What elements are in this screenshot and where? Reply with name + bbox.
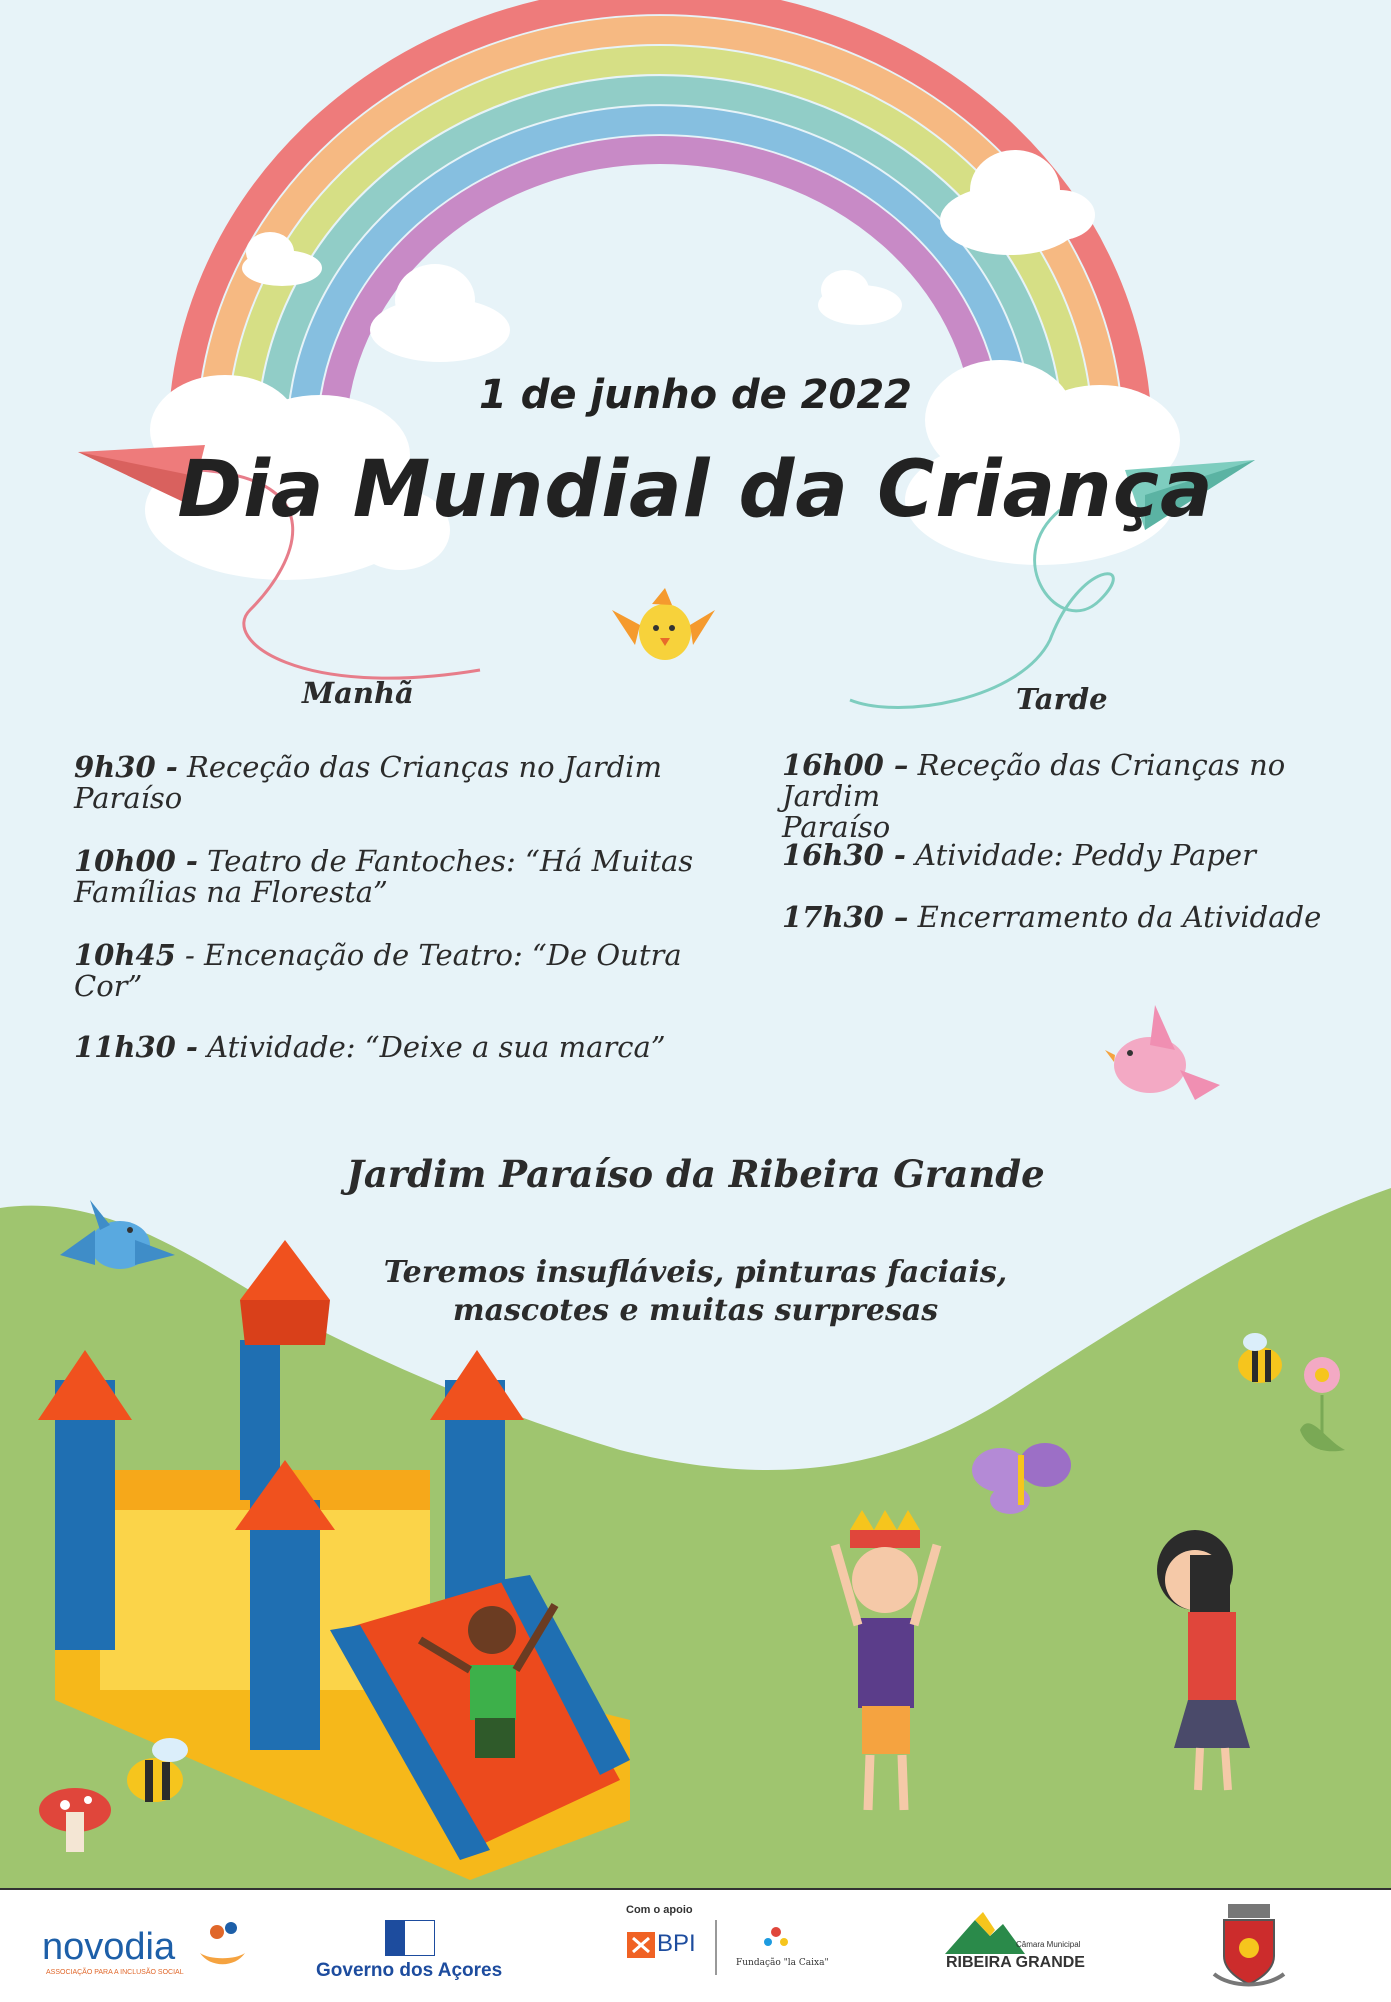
morning-heading: Manhã — [302, 676, 414, 710]
novodia-logo: novodia — [42, 1926, 176, 1968]
schedule-item: 16h00 – Receção das Crianças no Jardim Paraíso — [782, 748, 1286, 844]
azores-flag-icon — [385, 1920, 435, 1956]
novodia-subtitle: ASSOCIAÇÃO PARA A INCLUSÃO SOCIAL — [46, 1969, 184, 1976]
poster-title: Dia Mundial da Criança — [177, 445, 1214, 535]
event-date: 1 de junho de 2022 — [478, 372, 912, 418]
fundacao-la-caixa-logo: Fundação "la Caixa" — [736, 1958, 829, 1968]
bpi-logo: BPI — [657, 1930, 696, 1957]
support-label: Com o apoio — [626, 1904, 693, 1916]
coat-of-arms-icon — [1206, 1904, 1292, 1988]
star-logo-icon — [760, 1924, 792, 1954]
camara-municipal-label: Câmara Municipal — [1016, 1940, 1081, 1949]
cloud-icon — [818, 270, 902, 325]
schedule-item: 11h30 - Atividade: “Deixe a sua marca” — [74, 1030, 666, 1064]
mountain-logo-icon — [945, 1912, 1025, 1954]
sponsor-footer — [0, 1888, 1391, 2002]
schedule-item: 10h45 - Encenação de Teatro: “De Outra Cor” — [74, 938, 682, 1003]
footer-divider — [715, 1920, 717, 1975]
schedule-item: 10h00 - Teatro de Fantoches: “Há Muitas Famílias na Floresta” — [74, 844, 694, 909]
schedule-item: 17h30 – Encerramento da Atividade — [782, 900, 1322, 934]
governo-acores-logo: Governo dos Açores — [316, 1960, 503, 1981]
schedule-item: 16h30 - Atividade: Peddy Paper — [782, 838, 1256, 872]
hands-logo-icon — [195, 1918, 250, 1968]
afternoon-heading: Tarde — [1016, 682, 1108, 716]
bird-icon — [1105, 1005, 1220, 1100]
schedule-item: 9h30 - Receção das Crianças no Jardim Paraíso — [74, 750, 662, 815]
extras-text: Teremos insufláveis, pinturas faciais, mascotes e muitas surpresas — [383, 1255, 1008, 1328]
bpi-logo-icon — [627, 1932, 655, 1958]
bird-icon — [612, 588, 715, 660]
venue-name: Jardim Paraíso da Ribeira Grande — [346, 1152, 1045, 1196]
ribeira-grande-logo: RIBEIRA GRANDE — [946, 1954, 1085, 1971]
